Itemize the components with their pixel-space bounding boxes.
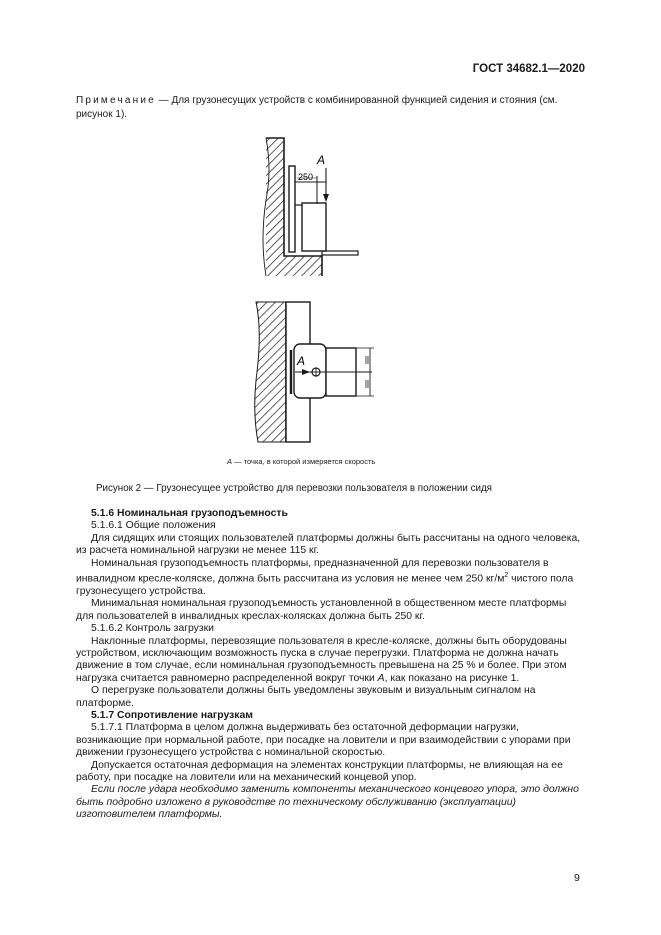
backrest bbox=[289, 166, 295, 252]
note-label: Примечание bbox=[76, 95, 156, 106]
footrest bbox=[322, 251, 358, 255]
document-header: ГОСТ 34682.1—2020 bbox=[472, 63, 585, 75]
figure-legend bbox=[227, 457, 375, 466]
point-reference: A bbox=[377, 672, 385, 684]
figure-caption: Рисунок 2 — Грузонесущее устройство для перевозки пользователя в положении сидя bbox=[96, 483, 492, 494]
paragraph: 5.1.7.1 Платформа в целом должна выдерживать без остаточной деформации нагрузки, возникающие при нормальной работе, при посадке на ловители и при взаимодействии с упорами при движении грузонесущего устройства с номинальной скоростью. bbox=[76, 722, 571, 759]
plan-view-drawing bbox=[255, 302, 374, 442]
section-5-1-6-title: 5.1.6 Номинальная грузоподъемность bbox=[91, 508, 288, 519]
paragraph: Минимальная номинальная грузоподъемность установленной в общественном месте платформы для пользователей в инвалидных креслах-колясках должна быть 250 кг. bbox=[76, 598, 567, 622]
paragraph-part: чистого пола грузонесущего устройства. bbox=[76, 573, 574, 597]
paragraph: Для сидящих или стоящих пользователей платформы должны быть рассчитаны на одного человека, из расчета номинальной нагрузки не менее 115 кг. bbox=[76, 532, 581, 557]
legend-letter: A bbox=[227, 457, 233, 466]
paragraph-part: Наклонные платформы, перевозящие пользователя в кресле-коляске, должны быть оборудованы устройством, исключающим возможность пуска в случае перегрузки. Платформа не должна начать движение в том случае, если номинальная грузоподъемность превышена на 25 % и более. При этом нагрузка считается равномерно распределенной вокруг точки bbox=[76, 635, 567, 684]
legend-text: — точка, в которой измеряется скорость bbox=[232, 457, 376, 466]
page-number: 9 bbox=[574, 872, 580, 884]
paragraph-italic: Если после удара необходимо заменить компоненты механического концевого упора, это должно быть подробно изложено в руководстве по техническому обслуживанию (эксплуатации) изготовителем платформы. bbox=[76, 784, 579, 821]
paragraph bbox=[76, 636, 586, 686]
section-5-1-6-2-title: 5.1.6.2 Контроль загрузки bbox=[91, 623, 214, 635]
paragraph bbox=[76, 558, 586, 599]
point-a-label-side: A bbox=[317, 153, 326, 167]
paragraph: О перегрузке пользователи должны быть уведомлены звуковым и визуальным сигналом на платформе. bbox=[76, 685, 536, 709]
paragraph: Допускается остаточная деформация на элементах конструкции платформы, не влияющая на ее работу, при посадке на ловители или на механический концевой упор. bbox=[76, 759, 563, 783]
note-text: — Для грузонесущих устройств с комбинированной функцией сидения и стояния (см. рисунок 1). bbox=[76, 95, 558, 120]
seat bbox=[302, 203, 326, 251]
paragraph-part: Номинальная грузоподъемность платформы, предназначенной для перевозки пользователя в инвалидном кресле-коляске, должна быть рассчитана из условия не менее чем 250 кг/м bbox=[76, 557, 549, 585]
carriage bbox=[294, 344, 326, 398]
side-view-drawing bbox=[263, 138, 358, 276]
dimension-250: 250 bbox=[298, 172, 314, 182]
point-a-label-plan: A bbox=[297, 354, 306, 368]
wall-plan-view bbox=[255, 302, 286, 442]
main-text bbox=[76, 508, 586, 822]
superscript: 2 bbox=[504, 572, 509, 580]
paragraph-part: , как показано на рисунке 1. bbox=[384, 672, 520, 684]
section-5-1-7-title: 5.1.7 Сопротивление нагрузкам bbox=[91, 709, 253, 721]
section-5-1-6-1-title: 5.1.6.1 Общие положения bbox=[91, 520, 216, 532]
